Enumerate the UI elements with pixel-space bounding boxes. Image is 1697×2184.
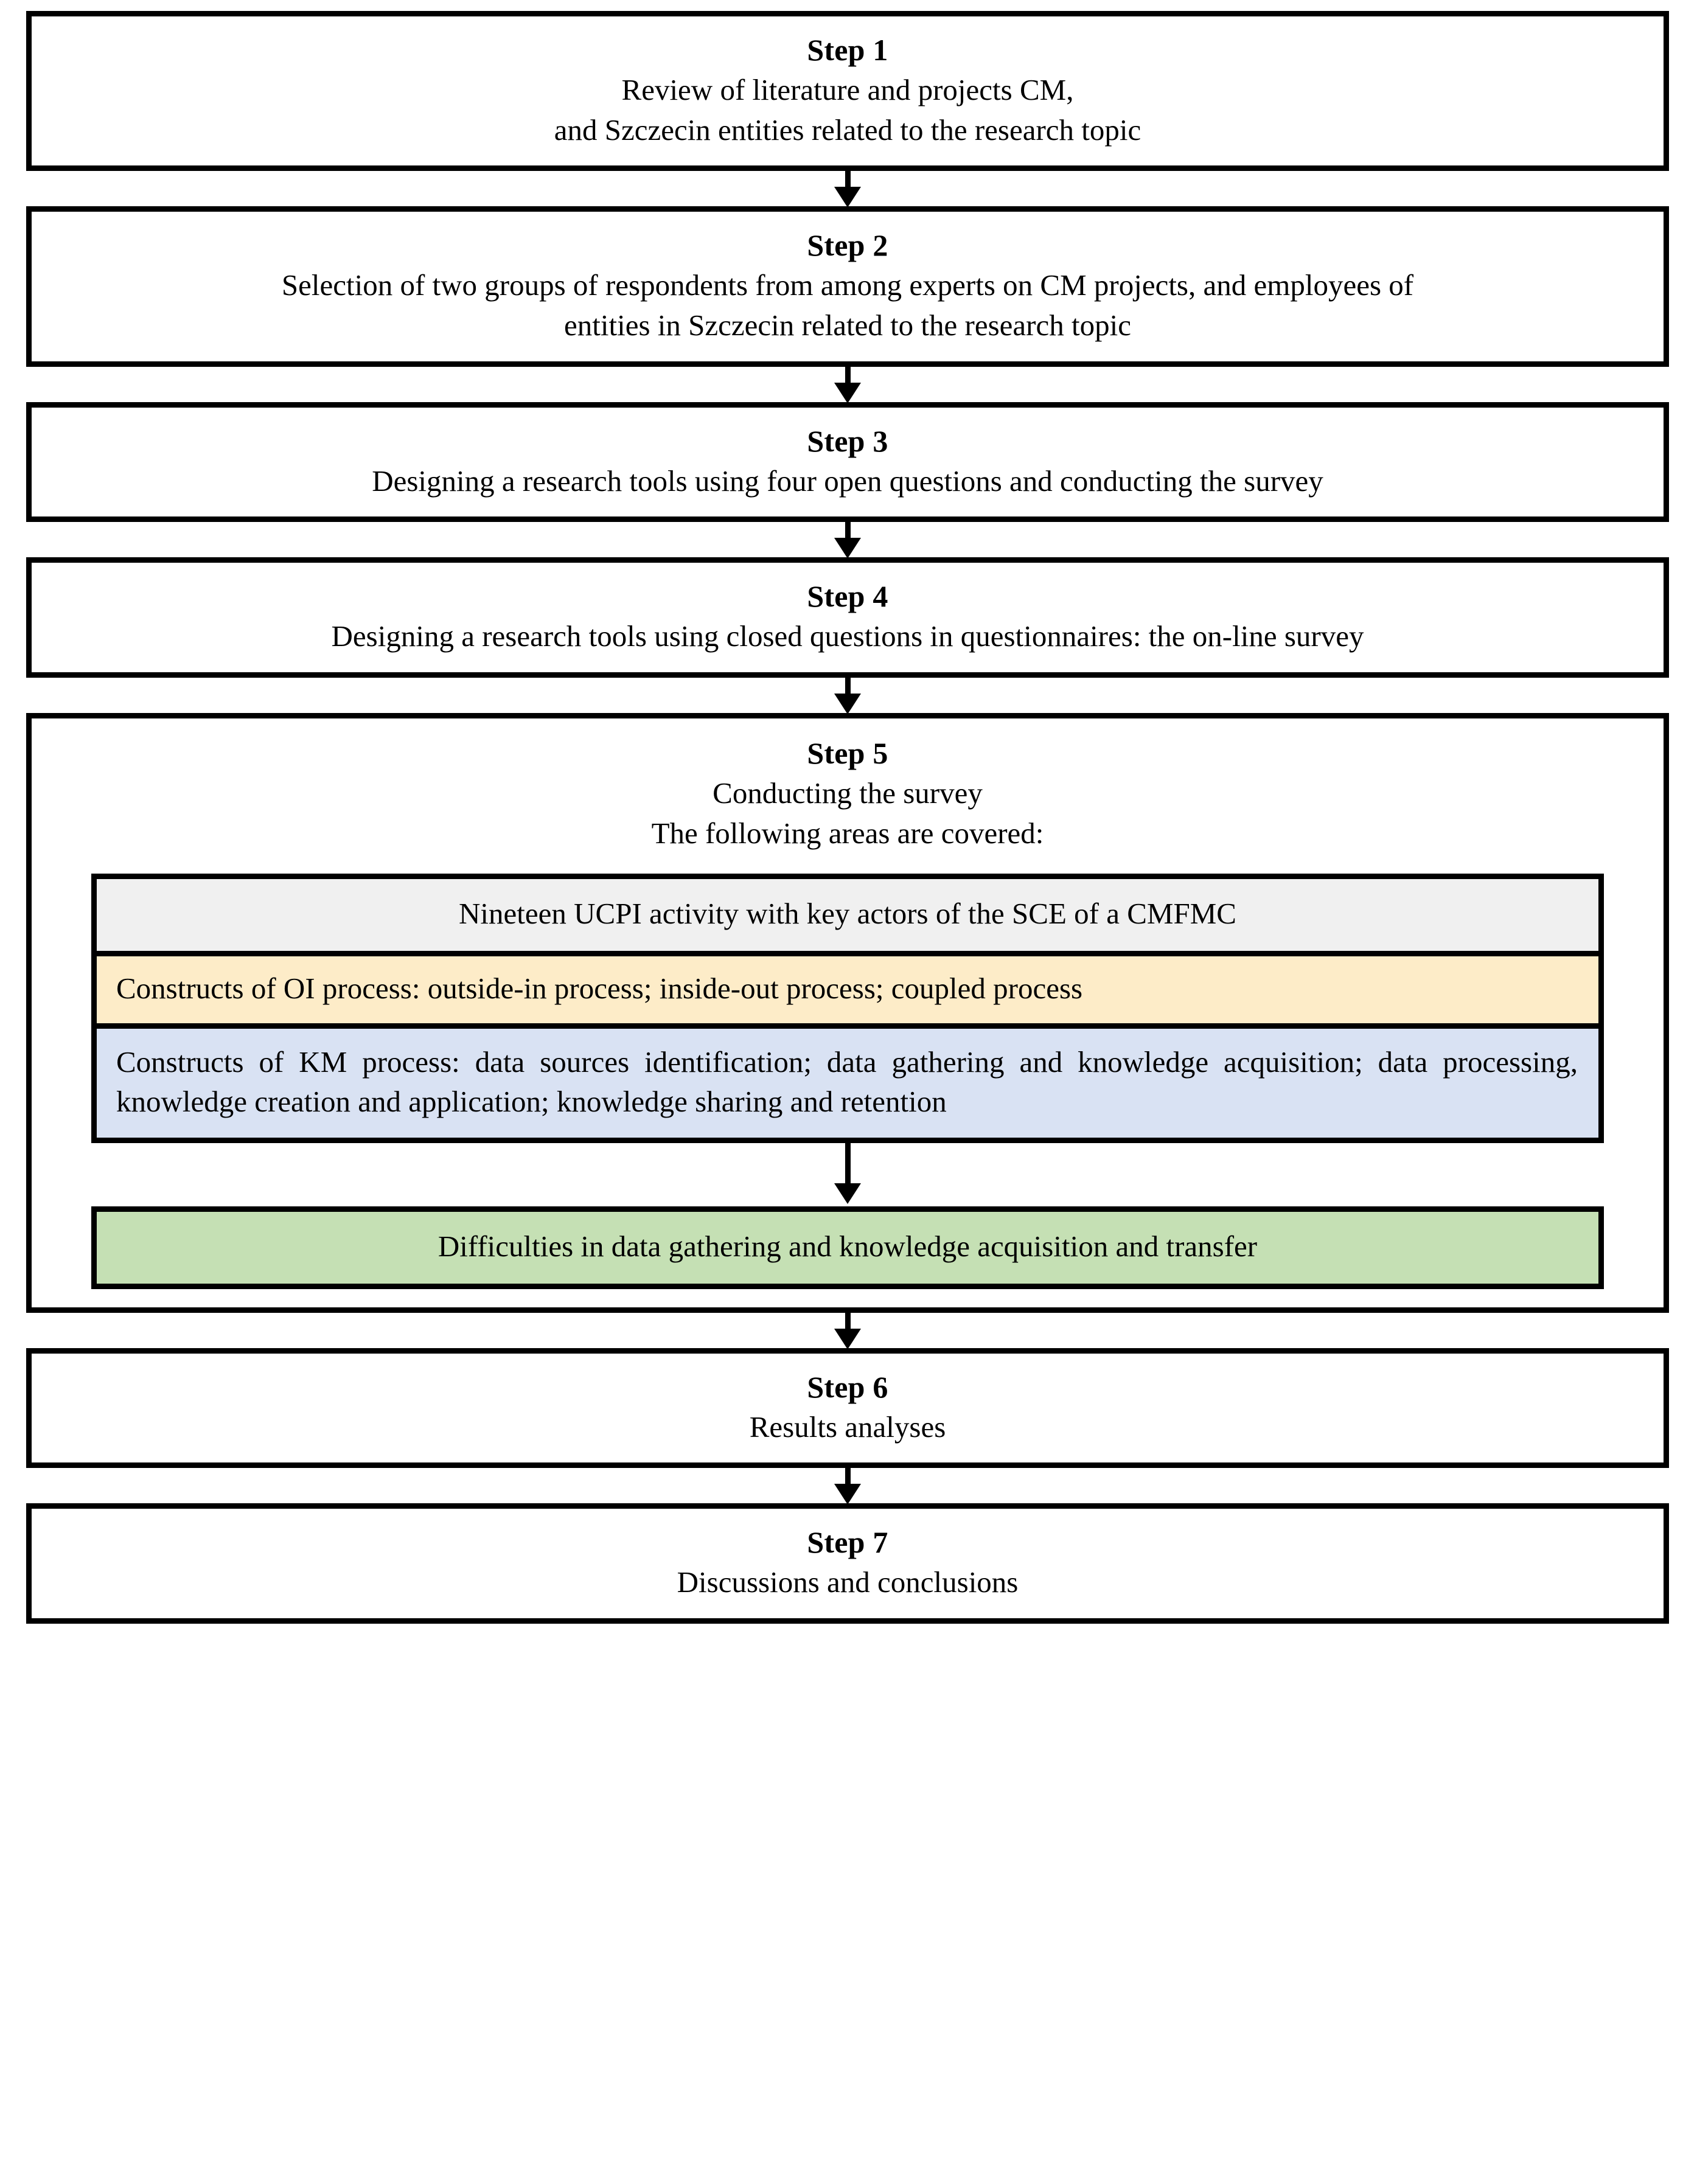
step-3-body: [50, 461, 1645, 501]
arrow-step4-to-step5: [26, 678, 1669, 713]
step-box-4: [26, 557, 1669, 678]
step-3-title: Step 3: [807, 423, 888, 458]
arrow-head-down-icon: [834, 694, 861, 714]
step-1-body: [50, 70, 1645, 150]
arrow-head-down-icon: [834, 187, 861, 207]
step-1-line-2: and Szczecin entities related to the research topic: [554, 113, 1141, 147]
step-2-line-2: entities in Szczecin related to the research topic: [564, 308, 1131, 342]
arrow-step5-to-step6: [26, 1313, 1669, 1348]
step-1-line-1: Review of literature and projects CM,: [621, 73, 1074, 106]
step-5-area-ucpi: Nineteen UCPI activity with key actors of the SCE of a CMFMC: [91, 874, 1604, 956]
arrow-step6-to-step7: [26, 1468, 1669, 1503]
step-box-5: [26, 713, 1669, 1313]
arrow-head-down-icon: [834, 1183, 861, 1204]
step-box-3: [26, 402, 1669, 523]
step-7-title: Step 7: [807, 1525, 888, 1560]
arrow-shaft: [845, 1143, 851, 1187]
step-6-title: Step 6: [807, 1369, 888, 1404]
step-7-body: [50, 1562, 1645, 1602]
step-6-line-1: Results analyses: [749, 1410, 946, 1444]
step-2-title: Step 2: [807, 228, 888, 263]
step-4-line-1: Designing a research tools using closed questions in questionnaires: the on-line survey: [331, 619, 1364, 653]
step-4-body: [50, 616, 1645, 656]
arrow-step2-to-step3: [26, 367, 1669, 402]
step-5-line-2: The following areas are covered:: [651, 816, 1044, 850]
step-1-title: Step 1: [807, 33, 888, 67]
arrow-head-down-icon: [834, 1484, 861, 1504]
step-5-body: [50, 773, 1645, 853]
step-5-area-difficulties: Difficulties in data gathering and knowledge acquisition and transfer: [91, 1206, 1604, 1289]
arrow-step3-to-step4: [26, 522, 1669, 557]
step-7-line-1: Discussions and conclusions: [677, 1565, 1019, 1599]
step-6-body: [50, 1407, 1645, 1447]
step-5-area-km-process: Constructs of KM process: data sources identification; data gathering and knowledge acquisition; data processing, knowledge creation and application; knowledge sharing and retention: [91, 1029, 1604, 1143]
step-3-line-1: Designing a research tools using four open questions and conducting the survey: [372, 464, 1323, 498]
arrow-step1-to-step2: [26, 171, 1669, 206]
step-5-line-1: Conducting the survey: [713, 776, 983, 810]
step-2-line-1: Selection of two groups of respondents from among experts on CM projects, and employees of: [281, 268, 1414, 302]
step-5-area-oi-process: Constructs of OI process: outside-in process; inside-out process; coupled process: [91, 956, 1604, 1029]
step-box-7: [26, 1503, 1669, 1624]
arrow-head-down-icon: [834, 383, 861, 403]
step-5-title: Step 5: [807, 736, 888, 770]
step-box-1: [26, 11, 1669, 171]
step-2-body: [50, 265, 1645, 345]
step-5-header: [32, 733, 1664, 853]
process-flowchart: [26, 11, 1669, 1624]
step-5-areas-group: [91, 874, 1604, 1288]
step-box-6: [26, 1348, 1669, 1469]
step-4-title: Step 4: [807, 579, 888, 614]
arrow-head-down-icon: [834, 538, 861, 558]
arrow-km-to-difficulties: [91, 1143, 1604, 1206]
arrow-head-down-icon: [834, 1329, 861, 1349]
step-box-2: [26, 206, 1669, 366]
